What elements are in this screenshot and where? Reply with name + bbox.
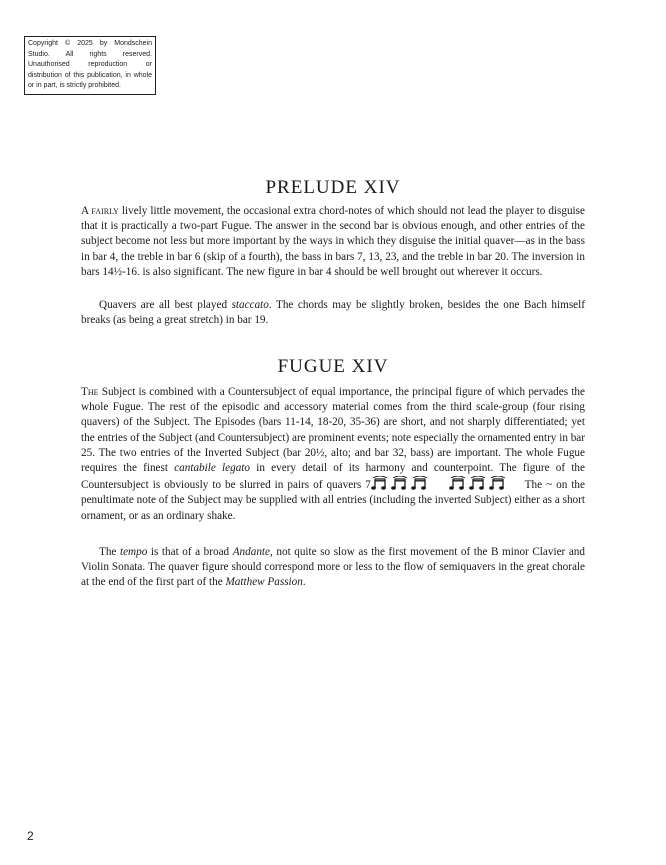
mordent-symbol: ~ xyxy=(546,479,553,492)
prelude-paragraph-1 xyxy=(81,204,585,280)
quaver-pairs-figure xyxy=(371,476,521,491)
fugue-p1-text-c: The xyxy=(520,479,547,492)
tempo-term: tempo xyxy=(119,546,148,558)
fugue-p2-text-b: is that of a broad xyxy=(147,546,233,558)
cantabile-legato-term: cantabile legato xyxy=(174,462,251,475)
prelude-paragraph-2 xyxy=(81,298,585,328)
fugue-p2-text-a: The xyxy=(99,546,120,558)
prelude-p2-text-b: . The chords may be slightly broken, besides the one Bach himself breaks (as being a great stretch) in bar 19. xyxy=(81,299,585,327)
fugue-title: FUGUE XIV xyxy=(277,356,389,377)
fugue-p1-text-b: in every detail of its harmony and counterpoint. The figure of the Countersubject is obviously to be slurred in pairs of quavers xyxy=(81,462,585,492)
fugue-paragraph-1 xyxy=(81,385,585,524)
staccato-term: staccato xyxy=(231,299,269,311)
fugue-p2-text-d: . xyxy=(302,576,306,589)
prelude-paragraph-1-text: lively little movement, the occasional extra chord-notes of which should not lead the player to disguise that it is practically a two-part Fugue. The answer in the second bar is obvious enough, and other entries of the subject become not less but more important by the ways in which they disguise the initial quaver—as in the bass in bar 4, the treble in bar 6 (skip of a fourth), the bass in bars 7, 13, 23, and the treble in bar 20. The inversion in bars 14½-16. is also significant. The new figure in bar 4 should be well brought out wherever it occurs. xyxy=(81,205,585,278)
page-number: 2 xyxy=(27,829,34,843)
rest-symbol: 7 xyxy=(365,479,371,492)
fugue-lead-word: The xyxy=(81,386,99,398)
andante-term: Andante xyxy=(232,546,271,558)
fugue-p2-text-c: , not quite so slow as the first movement of the B minor Clavier and Violin Sonata. The quaver figure should correspond more or less to the flow of semiquavers in the great chorale at the end of the first part of the xyxy=(81,546,585,589)
fugue-p1-text-a: Subject is combined with a Countersubject of equal importance, the principal figure of which pervades the whole Fugue. The rest of the episodic and accessory material comes from the third scale-group (four rising quavers) of the Subject. The Episodes (bars 11-14, 18-20, 35-36) are short, and not sharply differentiated; yet the entries of the Subject (and Countersubject) are prominent events; note especially the ornamented entry in bar 25. The two entries of the Inverted Subject (bar 20½, alto; and bar 32, bass) are important. The whole Fugue requires the finest xyxy=(81,386,585,475)
matthew-passion-title: Matthew Passion xyxy=(225,576,303,589)
copyright-notice: Copyright © 2025 by Mondschein Studio. All rights reserved. Unauthorised reproduction or distribution of this publication, in whole or in part, is strictly prohibited. xyxy=(24,36,156,95)
fugue-p1-text-d: on the penultimate note of the Subject may be supplied with all entries (including the inverted Subject) either as a short ornament, or as an ordinary shake. xyxy=(81,479,585,522)
fugue-paragraph-2 xyxy=(81,545,585,591)
prelude-lead-words: A fairly xyxy=(81,205,119,217)
prelude-p2-text-a: Quavers are all best played xyxy=(99,299,232,311)
prelude-title: PRELUDE XIV xyxy=(265,177,401,198)
